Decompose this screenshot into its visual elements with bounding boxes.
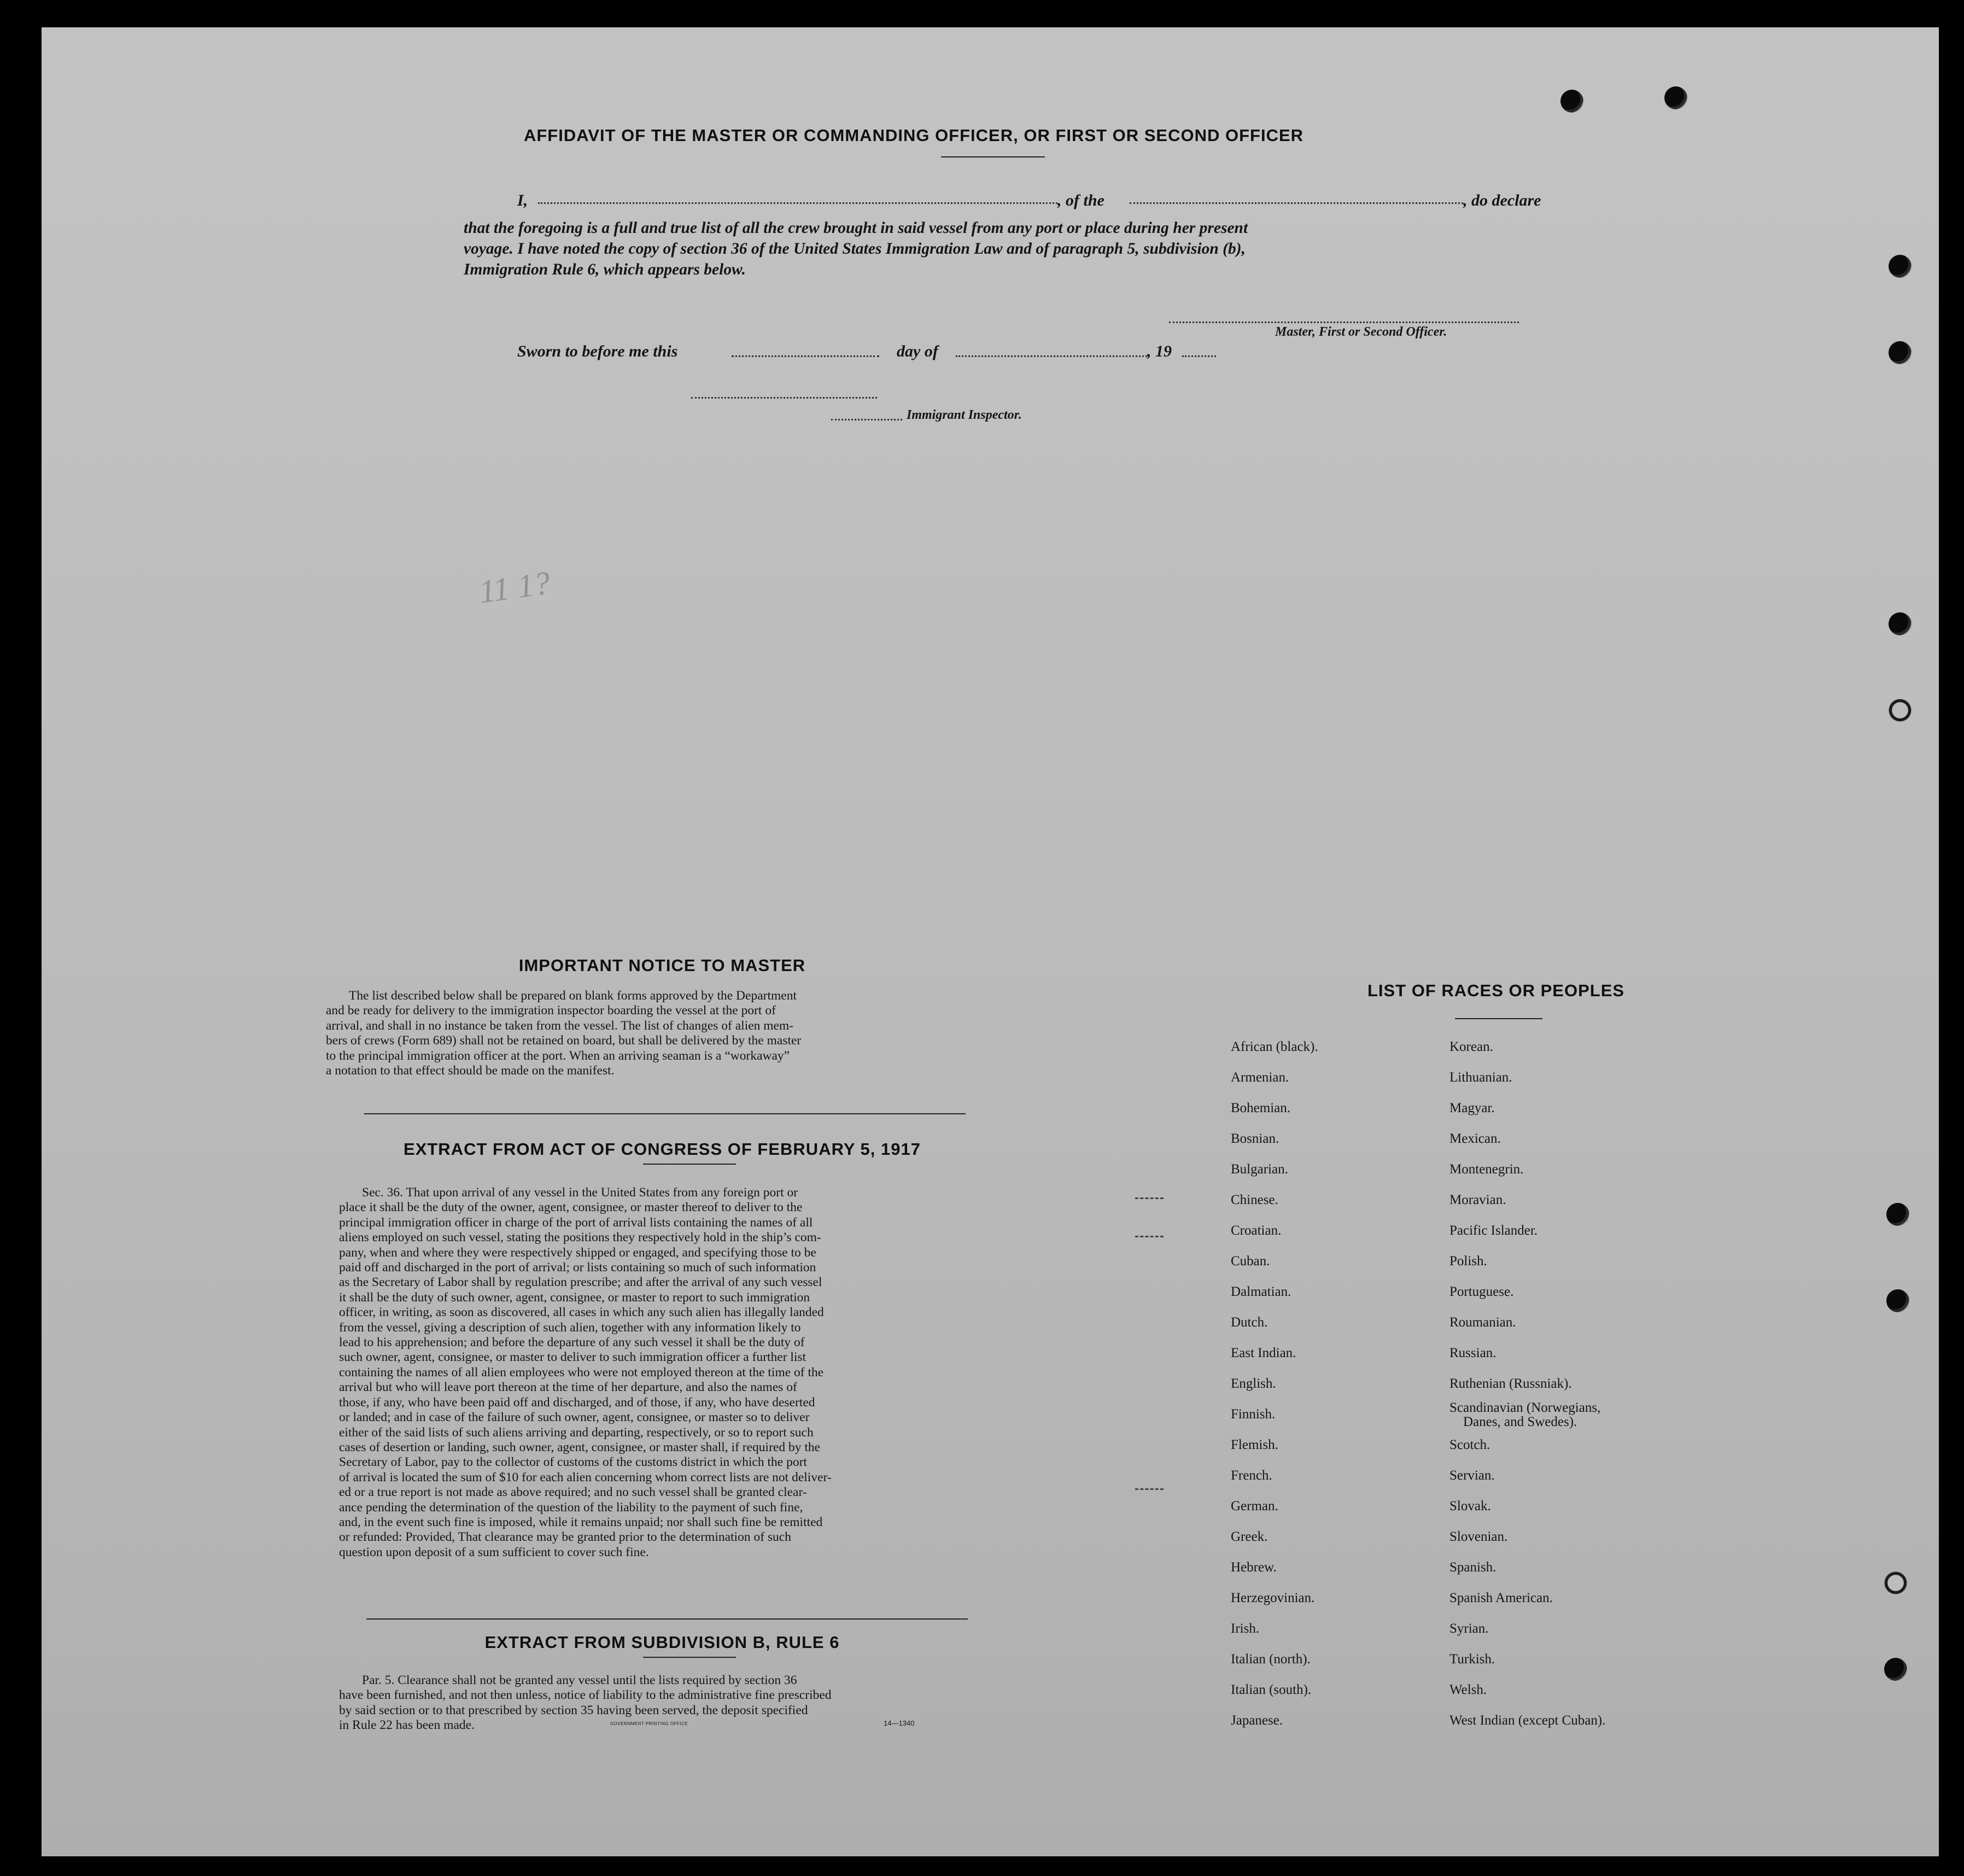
binder-hole-icon xyxy=(1884,1571,1907,1594)
act-line: place it shall be the duty of the owner, agent, consignee, or master thereof to deliver to the xyxy=(339,1200,803,1215)
notice-line: The list described below shall be prepared on blank forms approved by the Department xyxy=(349,989,797,1003)
race-item: Servian. xyxy=(1449,1468,1495,1483)
act-line: arrival but who will leave port thereon at the time of her departure, and also the names of xyxy=(339,1380,797,1395)
inspector-signature-line xyxy=(831,419,902,420)
race-item: Irish. xyxy=(1231,1621,1260,1636)
race-item: Bohemian. xyxy=(1231,1101,1291,1115)
race-item: Syrian. xyxy=(1449,1621,1489,1636)
day-of-label: day of xyxy=(897,342,938,360)
rule-line: Par. 5. Clearance shall not be granted any vessel until the lists required by section 36 xyxy=(362,1673,797,1687)
race-item: Russian. xyxy=(1449,1346,1497,1360)
document-page xyxy=(42,27,1939,1856)
margin-mark xyxy=(1135,1236,1164,1237)
binder-hole-icon xyxy=(1560,90,1583,113)
printing-office-imprint: GOVERNMENT PRINTING OFFICE xyxy=(610,1721,688,1726)
act-line: containing the names of all alien employees who were not employed thereon at the time of the xyxy=(339,1365,824,1380)
act-line: it shall be the duty of such owner, agent, consignee, or master to report to such immigration xyxy=(339,1290,810,1305)
inspector-caption: Immigrant Inspector. xyxy=(907,408,1022,422)
rule-title: EXTRACT FROM SUBDIVISION B, RULE 6 xyxy=(484,1633,840,1652)
race-item: Flemish. xyxy=(1231,1437,1278,1452)
race-item: Danes, and Swedes). xyxy=(1463,1415,1577,1429)
race-item: Croatian. xyxy=(1231,1223,1282,1238)
race-item: Italian (south). xyxy=(1231,1682,1312,1697)
binder-hole-icon xyxy=(1664,86,1687,109)
act-line: those, if any, who have been paid off and discharged, and of those, if any, who have deserted xyxy=(339,1395,815,1410)
race-item: Moravian. xyxy=(1449,1193,1506,1207)
section-divider xyxy=(364,1113,966,1114)
affidavit-body-line: voyage. I have noted the copy of section 36 of the United States Immigration Law and of paragraph 5, subdivision (b), xyxy=(464,240,1246,258)
race-item: Chinese. xyxy=(1231,1193,1278,1207)
race-item: Slovak. xyxy=(1449,1499,1491,1513)
act-line: or refunded: Provided, That clearance may be granted prior to the determination of such xyxy=(339,1530,791,1545)
act-line: of arrival is located the sum of $10 for each alien concerning whom correct lists are not deliver- xyxy=(339,1470,832,1485)
race-item: French. xyxy=(1231,1468,1272,1483)
sworn-label: Sworn to before me this xyxy=(517,342,678,360)
act-line: ed or a true report is not made as above required; and no such vessel shall be granted clear- xyxy=(339,1485,807,1500)
handwritten-mark: 11 1? xyxy=(476,564,553,610)
race-item: Polish. xyxy=(1449,1254,1487,1269)
race-item: Pacific Islander. xyxy=(1449,1223,1538,1238)
section-divider xyxy=(366,1618,968,1620)
notice-line: a notation to that effect should be made on the manifest. xyxy=(326,1063,615,1078)
race-item: German. xyxy=(1231,1499,1278,1513)
act-line: aliens employed on such vessel, stating the positions they respectively hold in the ship’s com- xyxy=(339,1230,821,1245)
race-item: Japanese. xyxy=(1231,1713,1283,1728)
master-signature-caption: Master, First or Second Officer. xyxy=(1275,325,1447,339)
race-item: Dalmatian. xyxy=(1231,1284,1291,1299)
race-item: Spanish American. xyxy=(1449,1591,1553,1605)
binder-hole-icon xyxy=(1889,612,1912,635)
race-item: Scotch. xyxy=(1449,1437,1490,1452)
act-line: and, in the event such fine is imposed, while it remains unpaid; nor shall such fine be remitted xyxy=(339,1515,823,1529)
act-line: cases of desertion or landing, such owner, agent, consignee, or master shall, if required by the xyxy=(339,1440,821,1454)
master-signature-line xyxy=(1169,322,1519,323)
act-line: officer, in writing, as soon as discovered, all cases in which any such alien has illegally landed xyxy=(339,1305,824,1320)
rule-line: have been furnished, and not then unless, notice of liability to the administrative fine prescribed xyxy=(339,1688,832,1703)
form-number: 14—1340 xyxy=(884,1719,915,1727)
rule-line: by said section or to that prescribed by section 35 having been served, the deposit specified xyxy=(339,1703,808,1717)
race-item: Korean. xyxy=(1449,1039,1493,1054)
race-item: Magyar. xyxy=(1449,1101,1495,1115)
vessel-blank xyxy=(1130,202,1463,204)
act-line: either of the said lists of such aliens arriving and departing, respectively, or so to report such xyxy=(339,1425,814,1440)
title-underline xyxy=(1455,1018,1542,1019)
margin-mark xyxy=(1135,1488,1164,1490)
race-item: Scandinavian (Norwegians, xyxy=(1449,1400,1601,1415)
race-item: Lithuanian. xyxy=(1449,1070,1512,1085)
do-declare-label: , do declare xyxy=(1463,191,1541,209)
binder-hole-icon xyxy=(1889,341,1912,364)
affidavit-title: AFFIDAVIT OF THE MASTER OR COMMANDING OFFICER, OR FIRST OR SECOND OFFICER xyxy=(523,126,1304,145)
margin-mark xyxy=(1135,1197,1164,1199)
race-item: African (black). xyxy=(1231,1039,1318,1054)
binder-hole-icon xyxy=(1886,1203,1909,1226)
binder-hole-icon xyxy=(1886,1289,1909,1312)
rule-line: in Rule 22 has been made. xyxy=(339,1718,475,1733)
race-item: Ruthenian (Russniak). xyxy=(1449,1376,1572,1391)
act-line: from the vessel, giving a description of such alien, together with any information likely to xyxy=(339,1320,801,1335)
sworn-day-blank xyxy=(732,355,879,357)
of-the-label: , of the xyxy=(1057,191,1104,209)
sworn-month-blank xyxy=(956,355,1147,357)
act-line: or landed; and in case of the failure of such owner, agent, consignee, or master so to deliver xyxy=(339,1410,810,1425)
act-line: Sec. 36. That upon arrival of any vessel in the United States from any foreign port or xyxy=(362,1185,798,1200)
race-item: Bulgarian. xyxy=(1231,1162,1288,1177)
race-item: Slovenian. xyxy=(1449,1529,1508,1544)
race-item: Montenegrin. xyxy=(1449,1162,1524,1177)
race-item: Portuguese. xyxy=(1449,1284,1514,1299)
title-underline xyxy=(643,1164,736,1165)
race-item: Roumanian. xyxy=(1449,1315,1516,1330)
race-item: Welsh. xyxy=(1449,1682,1487,1697)
notice-text xyxy=(326,989,978,1078)
act-line: Secretary of Labor, pay to the collector of customs of the customs district in which the port xyxy=(339,1455,807,1470)
notice-line: arrival, and shall in no instance be taken from the vessel. The list of changes of alien mem- xyxy=(326,1018,794,1033)
act-line: as the Secretary of Labor shall by regulation prescribe; and after the arrival of any such vessel xyxy=(339,1275,822,1290)
act-line: ance pending the determination of the question of the liability to the payment of such fine, xyxy=(339,1500,803,1515)
act-line: principal immigration officer in charge of the port of arrival lists containing the names of all xyxy=(339,1215,813,1230)
affidavit-body xyxy=(464,218,1568,280)
inspector-signature-line xyxy=(691,397,877,399)
binder-hole-icon xyxy=(1889,699,1912,722)
binder-hole-icon xyxy=(1889,255,1912,278)
race-item: Bosnian. xyxy=(1231,1131,1279,1146)
race-item: English. xyxy=(1231,1376,1276,1391)
act-line: paid off and discharged in the port of arrival; or lists containing so much of such information xyxy=(339,1260,816,1275)
race-item: Mexican. xyxy=(1449,1131,1501,1146)
race-item: Cuban. xyxy=(1231,1254,1270,1269)
act-line: pany, when and where they were respectively shipped or engaged, and specifying those to be xyxy=(339,1245,816,1260)
race-item: Italian (north). xyxy=(1231,1652,1311,1667)
notice-title: IMPORTANT NOTICE TO MASTER xyxy=(518,956,806,975)
title-underline xyxy=(941,156,1045,157)
affidavit-i-label: I, xyxy=(517,191,528,209)
notice-line: bers of crews (Form 689) shall not be retained on board, but shall be delivered by the master xyxy=(326,1033,802,1048)
act-title: EXTRACT FROM ACT OF CONGRESS OF FEBRUARY 5, 1917 xyxy=(404,1139,921,1159)
affidavit-body-line: Immigration Rule 6, which appears below. xyxy=(464,261,746,278)
race-item: West Indian (except Cuban). xyxy=(1449,1713,1606,1728)
race-item: East Indian. xyxy=(1231,1346,1296,1360)
affidavit-body-line: that the foregoing is a full and true list of all the crew brought in said vessel from any port or place during her present xyxy=(464,219,1248,237)
notice-line: to the principal immigration officer at the port. When an arriving seaman is a “workaway” xyxy=(326,1048,790,1063)
races-title: LIST OF RACES OR PEOPLES xyxy=(1367,981,1625,1000)
act-text xyxy=(339,1185,978,1560)
race-item: Spanish. xyxy=(1449,1560,1497,1575)
race-item: Greek. xyxy=(1231,1529,1268,1544)
notice-line: and be ready for delivery to the immigration inspector boarding the vessel at the port of xyxy=(326,1003,776,1018)
binder-hole-icon xyxy=(1884,1658,1907,1681)
act-line: question upon deposit of a sum sufficient to cover such fine. xyxy=(339,1545,649,1559)
race-item: Armenian. xyxy=(1231,1070,1289,1085)
act-line: lead to his apprehension; and before the departure of any such vessel it shall be the duty of xyxy=(339,1335,805,1350)
act-line: such owner, agent, consignee, or master to deliver to such immigration officer a further list xyxy=(339,1350,806,1365)
race-item: Herzegovinian. xyxy=(1231,1591,1315,1605)
title-underline xyxy=(643,1657,736,1658)
sworn-year-blank xyxy=(1182,355,1216,357)
race-item: Finnish. xyxy=(1231,1407,1276,1422)
race-item: Turkish. xyxy=(1449,1652,1495,1667)
year-label: , 19 xyxy=(1147,342,1172,360)
name-blank xyxy=(538,202,1057,204)
race-item: Dutch. xyxy=(1231,1315,1268,1330)
race-item: Hebrew. xyxy=(1231,1560,1277,1575)
